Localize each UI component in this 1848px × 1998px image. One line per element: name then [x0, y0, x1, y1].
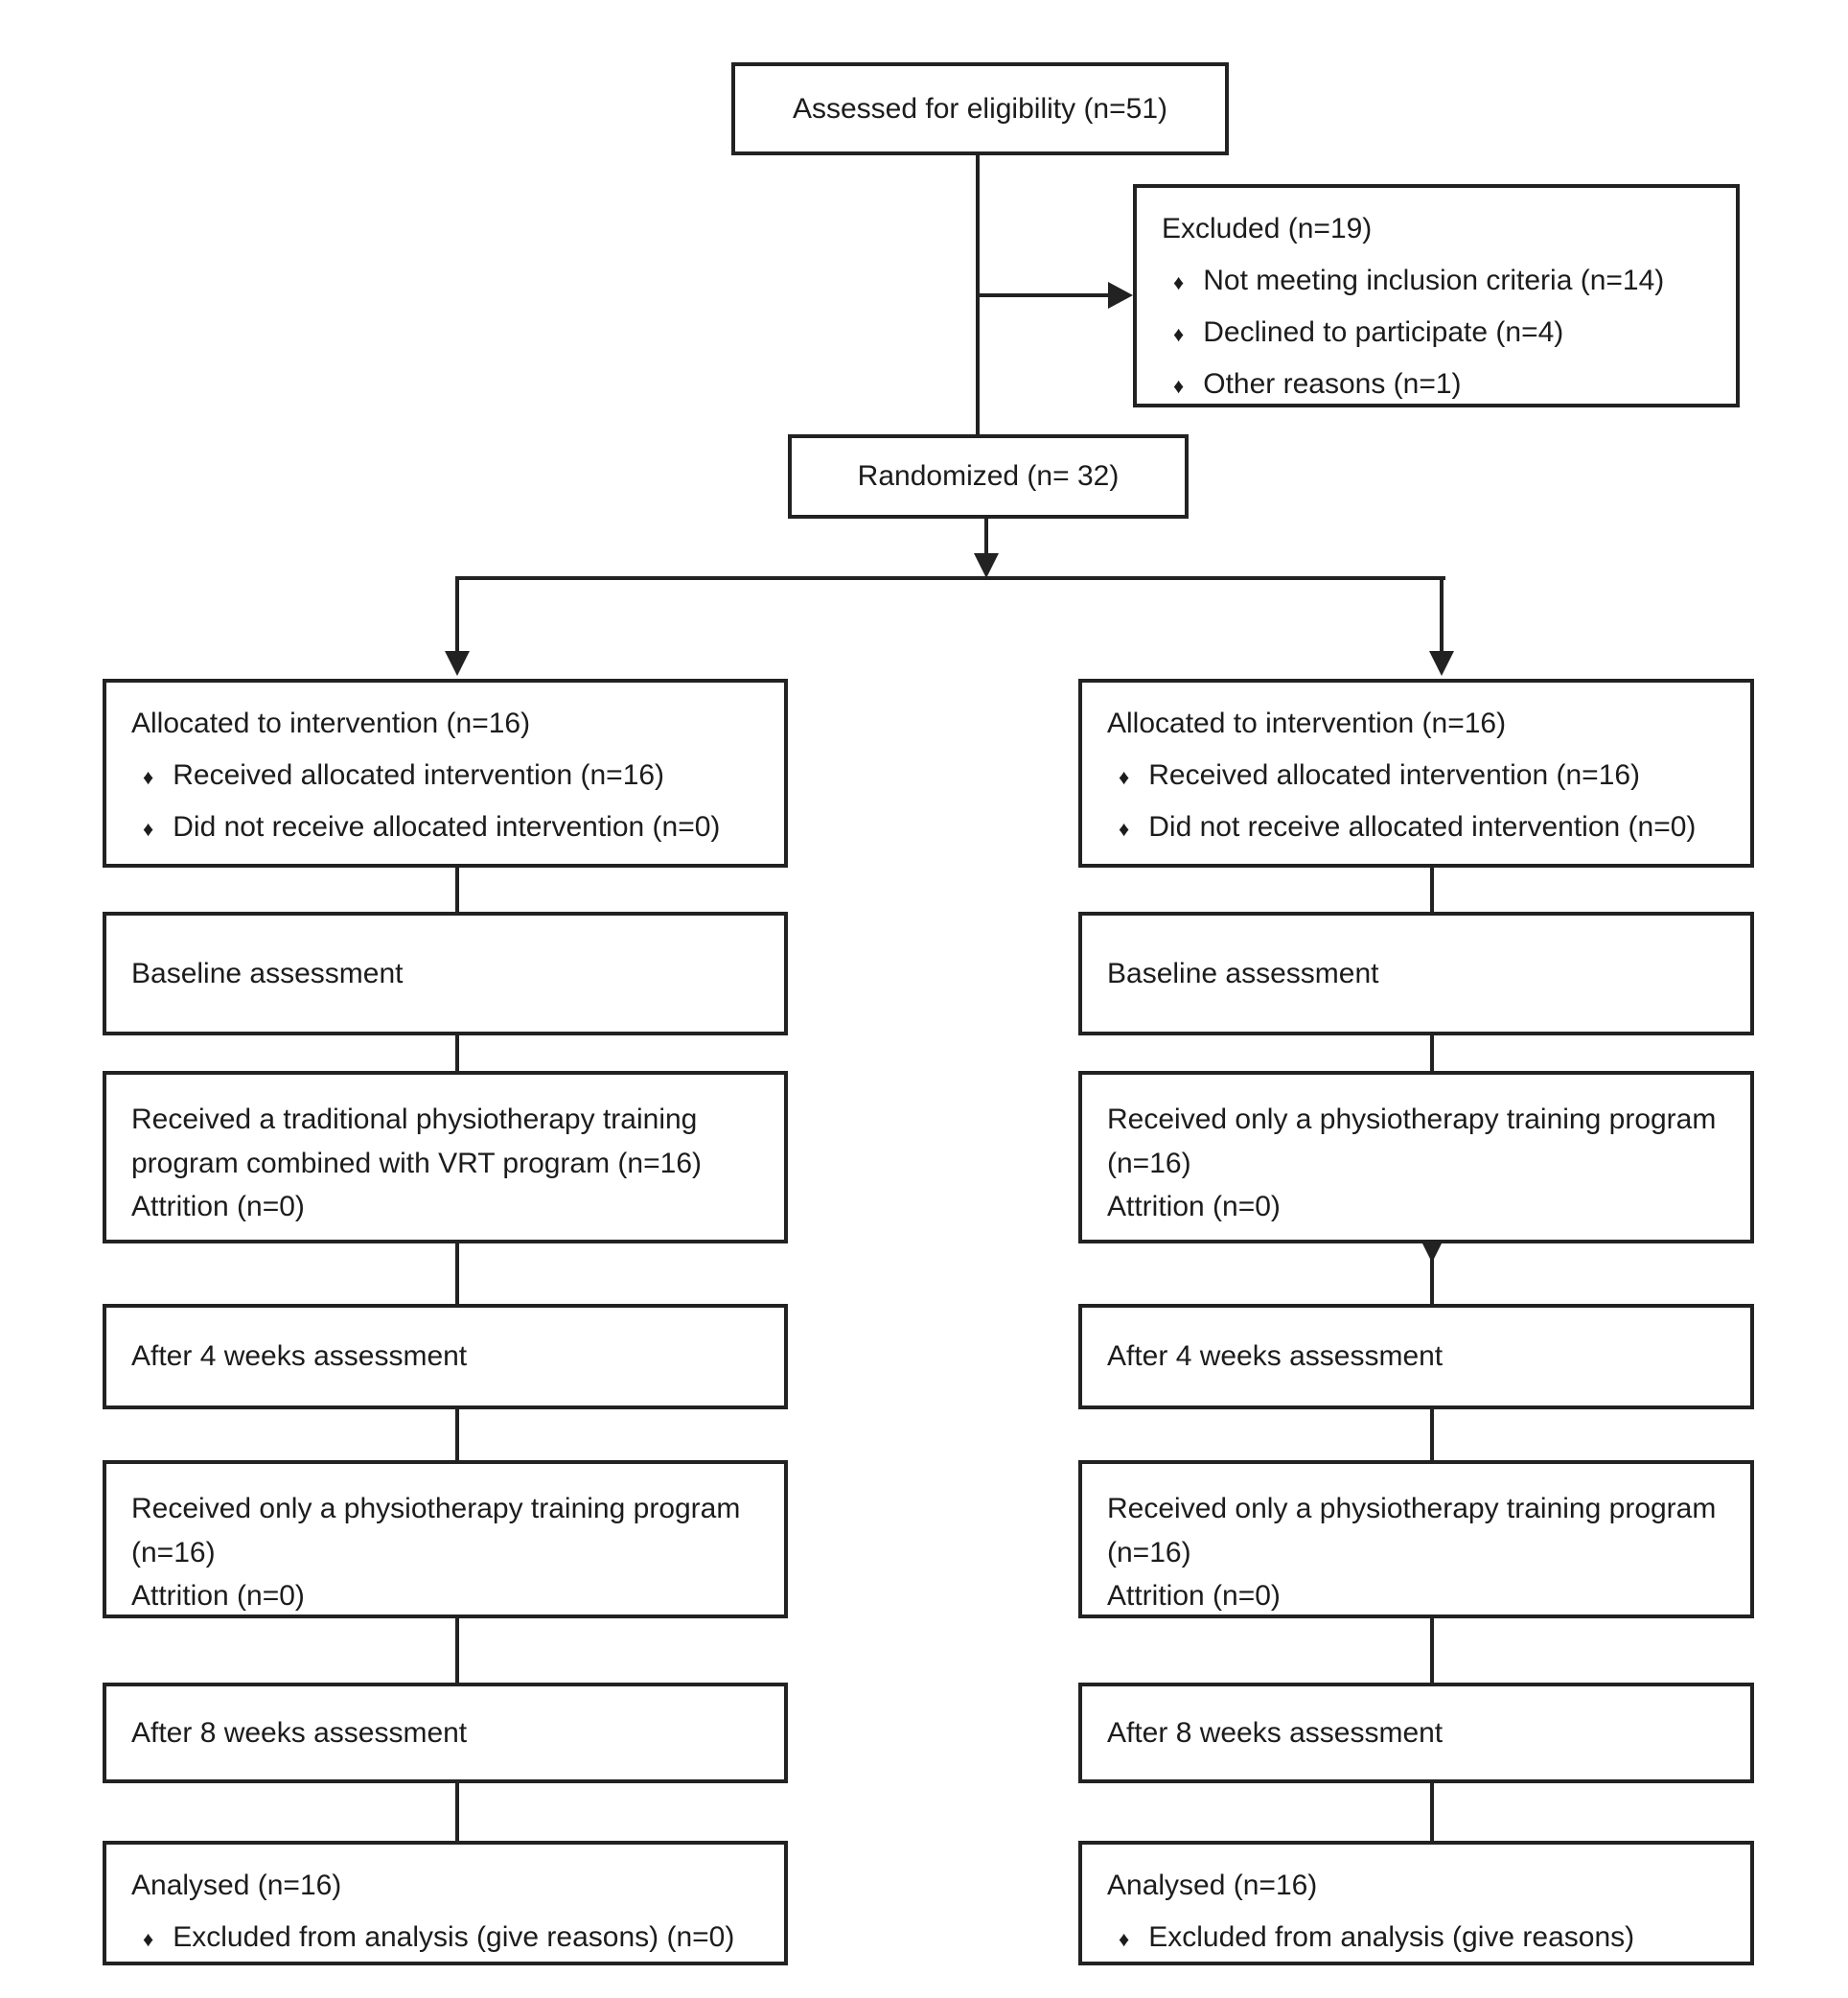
- left-analysed-title: Analysed (n=16): [131, 1870, 342, 1901]
- connector-right-intervention2-to-after8: [1430, 1616, 1434, 1684]
- connector-split-to-left-allocation: [455, 576, 459, 653]
- connector-left-allocation-to-baseline: [455, 866, 459, 914]
- box-right-intervention-1: [1078, 1071, 1754, 1243]
- excluded-item: [1162, 359, 1736, 410]
- right-allocation-item-label: Received allocated intervention (n=16): [1148, 759, 1641, 791]
- connector-right-allocation-to-baseline: [1430, 866, 1434, 914]
- connector-left-intervention1-to-after4: [455, 1242, 459, 1306]
- right-analysed-title: Analysed (n=16): [1107, 1870, 1318, 1901]
- bullet-diamond-icon: ♦: [1119, 765, 1130, 789]
- box-right-analysed: [1078, 1841, 1754, 1965]
- connector-left-after8-to-analysed: [455, 1781, 459, 1843]
- arrowhead-down-icon: [974, 553, 999, 578]
- connector-right-after4-to-intervention2: [1430, 1407, 1434, 1462]
- right-analysed-item-label: Excluded from analysis (give reasons): [1148, 1921, 1635, 1953]
- left-allocation-item-label: Did not receive allocated intervention (n=0): [173, 811, 721, 843]
- bullet-diamond-icon: ♦: [143, 817, 154, 841]
- left-analysed-item: [131, 1912, 784, 1963]
- box-left-baseline: [103, 912, 788, 1035]
- left-allocation-item-label: Received allocated intervention (n=16): [173, 759, 665, 791]
- bullet-diamond-icon: ♦: [1173, 270, 1185, 294]
- bullet-diamond-icon: ♦: [143, 765, 154, 789]
- left-after-4-weeks-label: After 4 weeks assessment: [131, 1340, 468, 1372]
- box-randomized: [788, 434, 1189, 519]
- box-right-after-4-weeks: [1078, 1304, 1754, 1409]
- right-intervention-2-line: Received only a physiotherapy training program (n=16): [1107, 1493, 1717, 1568]
- right-baseline-label: Baseline assessment: [1107, 957, 1379, 989]
- right-intervention-1-line: Received only a physiotherapy training program (n=16): [1107, 1104, 1717, 1179]
- arrowhead-down-icon: [1422, 1243, 1442, 1263]
- right-allocation-item: [1107, 750, 1750, 802]
- assessed-label: Assessed for eligibility (n=51): [792, 92, 1167, 125]
- connector-right-baseline-to-intervention1: [1430, 1034, 1434, 1073]
- right-analysed-item: [1107, 1912, 1750, 1963]
- right-allocation-item-label: Did not receive allocated intervention (n=0): [1148, 811, 1697, 843]
- right-intervention-1-line: Attrition (n=0): [1107, 1191, 1281, 1223]
- right-allocation-item: [1107, 802, 1750, 853]
- arrowhead-right-icon: [1108, 282, 1133, 309]
- box-left-after-8-weeks: [103, 1683, 788, 1783]
- excluded-title: Excluded (n=19): [1162, 213, 1373, 244]
- box-left-after-4-weeks: [103, 1304, 788, 1409]
- left-after-8-weeks-label: After 8 weeks assessment: [131, 1716, 468, 1749]
- right-allocation-title: Allocated to intervention (n=16): [1107, 708, 1507, 739]
- connector-left-intervention2-to-after8: [455, 1616, 459, 1684]
- bullet-diamond-icon: ♦: [1119, 817, 1130, 841]
- right-intervention-2-line: Attrition (n=0): [1107, 1580, 1281, 1613]
- box-excluded: [1133, 184, 1740, 407]
- left-analysed-item-label: Excluded from analysis (give reasons) (n=0): [173, 1921, 735, 1953]
- connector-left-after4-to-intervention2: [455, 1407, 459, 1462]
- excluded-item-label: Not meeting inclusion criteria (n=14): [1203, 265, 1665, 296]
- left-allocation-item: [131, 750, 784, 802]
- excluded-item-label: Declined to participate (n=4): [1203, 316, 1564, 348]
- connector-branch-to-excluded: [976, 293, 1108, 297]
- split-horizontal-line: [455, 576, 1445, 580]
- bullet-diamond-icon: ♦: [1173, 322, 1185, 346]
- box-assessed-eligibility: [731, 62, 1229, 155]
- randomized-label: Randomized (n= 32): [857, 460, 1120, 492]
- left-baseline-label: Baseline assessment: [131, 957, 404, 989]
- box-right-intervention-2: [1078, 1460, 1754, 1618]
- arrowhead-down-icon: [445, 651, 470, 676]
- left-intervention-2-line: Received only a physiotherapy training program (n=16): [131, 1493, 741, 1568]
- box-left-intervention-2: [103, 1460, 788, 1618]
- connector-right-after8-to-analysed: [1430, 1781, 1434, 1843]
- excluded-item-label: Other reasons (n=1): [1203, 368, 1462, 400]
- connector-left-baseline-to-intervention1: [455, 1034, 459, 1073]
- right-after-8-weeks-label: After 8 weeks assessment: [1107, 1716, 1444, 1749]
- bullet-diamond-icon: ♦: [1119, 1927, 1130, 1951]
- box-left-intervention-1: [103, 1071, 788, 1243]
- left-intervention-2-line: Attrition (n=0): [131, 1580, 305, 1613]
- connector-split-to-right-allocation: [1440, 576, 1444, 653]
- bullet-diamond-icon: ♦: [1173, 374, 1185, 398]
- box-right-baseline: [1078, 912, 1754, 1035]
- left-intervention-1-line: Attrition (n=0): [131, 1191, 305, 1223]
- left-allocation-item: [131, 802, 784, 853]
- box-left-analysed: [103, 1841, 788, 1965]
- arrowhead-down-icon: [1429, 651, 1454, 676]
- box-right-after-8-weeks: [1078, 1683, 1754, 1783]
- excluded-item: [1162, 307, 1736, 359]
- right-after-4-weeks-label: After 4 weeks assessment: [1107, 1340, 1444, 1372]
- left-allocation-title: Allocated to intervention (n=16): [131, 708, 531, 739]
- excluded-item: [1162, 255, 1736, 307]
- box-right-allocation: [1078, 679, 1754, 868]
- bullet-diamond-icon: ♦: [143, 1927, 154, 1951]
- box-left-allocation: [103, 679, 788, 868]
- left-intervention-1-line: Received a traditional physiotherapy training program combined with VRT program (n=16): [131, 1104, 702, 1179]
